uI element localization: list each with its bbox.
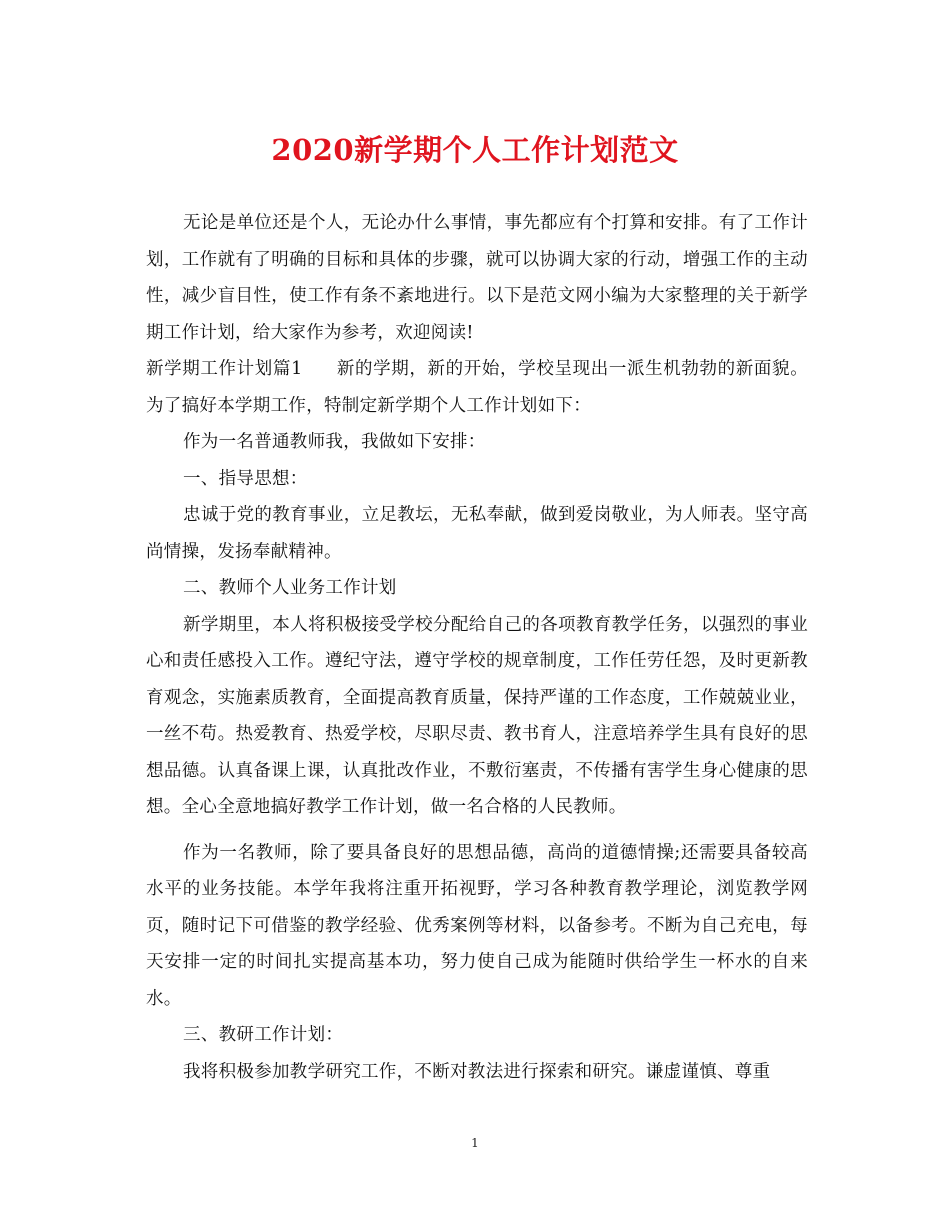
- plan-lead-paragraph: [146, 351, 808, 424]
- document-title: 2020新学期个人工作计划范文: [271, 133, 679, 167]
- section-label: 新学期工作计划篇1: [146, 359, 303, 379]
- section-heading-guiding-thought: 一、指导思想：: [183, 468, 308, 489]
- research-plan-paragraph: 我将积极参加教学研究工作，不断对教法进行探索和研究。谦虚谨慎、尊重: [183, 1061, 771, 1082]
- arrangement-paragraph: 作为一名普通教师我，我做如下安排：: [183, 432, 486, 452]
- section-heading-research-plan: 三、教研工作计划：: [183, 1025, 344, 1045]
- guiding-thought-paragraph: 忠诚于党的教育事业，立足教坛，无私奉献，做到爱岗敬业，为人师表。坚守高尚情操，发扬奉献精神。: [146, 505, 808, 562]
- plan-lead-text: 新的学期，新的开始，学校呈现出一派生机勃勃的新面貌。为了搞好本学期工作，特制定新学期个人工作计划如下：: [146, 359, 808, 416]
- document-body: [146, 205, 808, 1090]
- intro-paragraph: 无论是单位还是个人，无论办什么事情，事先都应有个打算和安排。有了工作计划，工作就有了明确的目标和具体的步骤，就可以协调大家的行动，增强工作的主动性，减少盲目性，使工作有条不紊地进行。以下是范文网小编为大家整理的关于新学期工作计划，给大家作为参考，欢迎阅读!: [146, 213, 808, 343]
- page-number: 1: [471, 1136, 479, 1150]
- section-heading-teacher-plan: 二、教师个人业务工作计划: [183, 578, 397, 598]
- teacher-plan-paragraph: 新学期里，本人将积极接受学校分配给自己的各项教育教学任务，以强烈的事业心和责任感投入工作。遵纪守法，遵守学校的规章制度，工作任劳任怨，及时更新教育观念，实施素质教育，全面提高教育质量，保持严谨的工作态度，工作兢兢业业，一丝不苟。热爱教育、热爱学校，尽职尽责、教书育人，注意培养学生具有良好的思想品德。认真备课上课，认真批改作业，不敷衍塞责，不传播有害学生身心健康的思想。全心全意地搞好教学工作计划，做一名合格的人民教师。: [146, 614, 808, 817]
- teacher-skills-paragraph: 作为一名教师，除了要具备良好的思想品德，高尚的道德情操;还需要具备较高水平的业务技能。本学年我将注重开拓视野，学习各种教育教学理论，浏览教学网页，随时记下可借鉴的教学经验、优秀案例等材料，以备参考。不断为自己充电，每天安排一定的时间扎实提高基本功，努力使自己成为能随时供给学生一杯水的自来水。: [146, 842, 808, 1009]
